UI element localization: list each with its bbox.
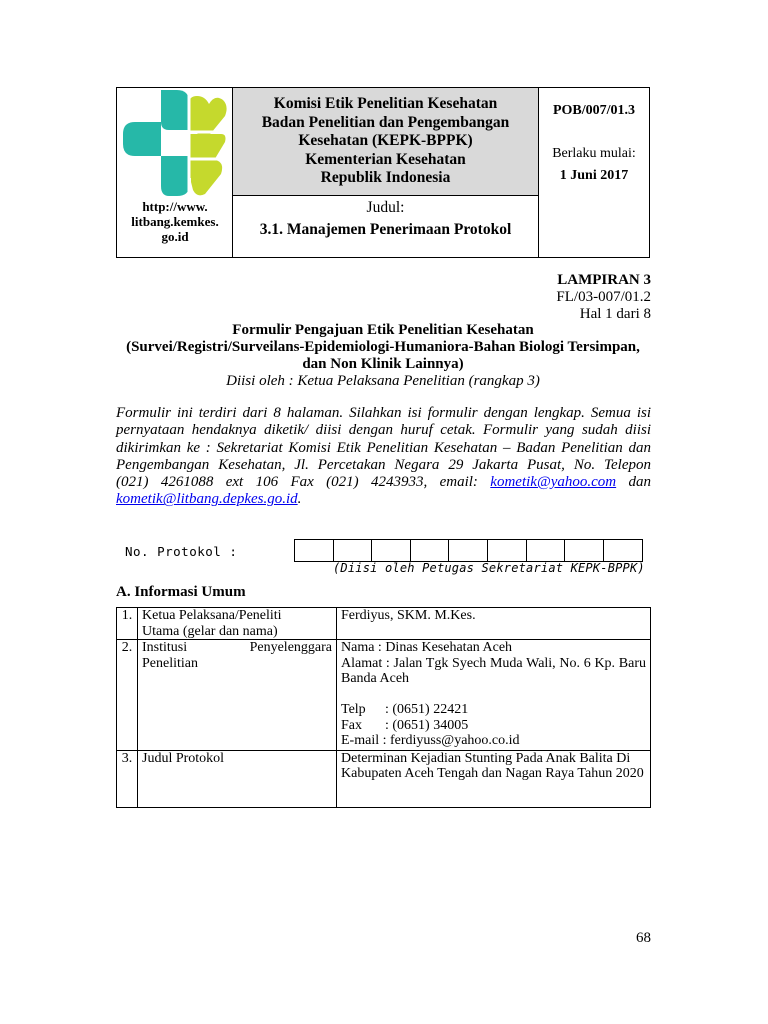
attachment-code: FL/03-007/01.2 — [556, 289, 651, 305]
protocol-digit-box[interactable] — [488, 540, 527, 561]
form-subtitle: Diisi oleh : Ketua Pelaksana Penelitian (rangkap 3) — [226, 373, 540, 389]
table-row — [117, 640, 651, 751]
protocol-digit-box[interactable] — [449, 540, 488, 561]
valid-from-label: Berlaku mulai: — [552, 146, 636, 161]
attachment-title: LAMPIRAN 3 — [557, 272, 651, 288]
table-row — [117, 750, 651, 807]
document-code: POB/007/01.3 — [552, 103, 636, 118]
institution-fax: Fax : (0651) 34005 — [341, 717, 469, 733]
general-info-table — [116, 607, 651, 808]
document-title-cell — [233, 196, 539, 257]
logo-lime-bottom — [191, 160, 222, 195]
logo-cell — [117, 88, 233, 257]
section-a-title: A. Informasi Umum — [116, 584, 246, 600]
protocol-digit-box[interactable] — [411, 540, 450, 561]
protocol-digit-box[interactable] — [372, 540, 411, 561]
protocol-digit-box[interactable] — [527, 540, 566, 561]
row-label: Judul Protokol — [138, 750, 337, 807]
row-number: 1. — [117, 608, 138, 640]
table-row — [117, 608, 651, 640]
form-title: Formulir Pengajuan Etik Penelitian Kesehatan (Survei/Registri/Surveilans-Epidemiologi-Humaniora-Bahan Biologi Tersimpan, dan Non Klinik Lainnya) Diisi oleh : Ketua Pelaksana Penelitian (rangkap 3) — [116, 322, 650, 390]
institution-name: Nama : Dinas Kesehatan Aceh — [341, 640, 513, 655]
judul-label: Judul: — [366, 199, 405, 216]
logo-teal-bottom — [161, 156, 189, 196]
protocol-digit-box[interactable] — [334, 540, 373, 561]
row-number: 2. — [117, 640, 138, 751]
logo-teal-left — [123, 122, 161, 156]
protocol-number-boxes[interactable] — [294, 539, 643, 562]
institution-address: Alamat : Jalan Tgk Syech Muda Wali, No. 6 Kp. Baru Banda Aceh — [341, 655, 646, 686]
row-value — [337, 640, 651, 751]
website-url: http://www. litbang.kemkes. go.id — [131, 199, 219, 244]
row-value: Determinan Kejadian Stunting Pada Anak Balita Di Kabupaten Aceh Tengah dan Nagan Raya Tahun 2020 — [337, 750, 651, 807]
row-label: Institusi Penyelenggara Penelitian — [138, 640, 337, 751]
attachment-info — [556, 272, 651, 323]
protocol-number-label: No. Protokol : — [125, 544, 238, 559]
institution-email: E-mail : ferdiyuss@yahoo.co.id — [341, 733, 520, 748]
protocol-number-note: (Diisi oleh Petugas Sekretariat KEPK-BPPK) — [333, 561, 645, 575]
protocol-digit-box[interactable] — [604, 540, 643, 561]
organization-name: Komisi Etik Penelitian Kesehatan Badan Penelitian dan Pengembangan Kesehatan (KEPK-BPPK) Kementerian Kesehatan Republik Indonesia — [233, 88, 539, 196]
email-link-litbang[interactable]: kometik@litbang.depkes.go.id — [116, 491, 298, 508]
institution-phone: Telp : (0651) 22421 — [341, 702, 469, 717]
kemenkes-logo-icon — [121, 90, 229, 196]
protocol-digit-box[interactable] — [565, 540, 604, 561]
document-meta-cell — [539, 88, 649, 257]
document-header — [116, 87, 650, 258]
judul-title: 3.1. Manajemen Penerimaan Protokol — [259, 221, 512, 238]
attachment-page: Hal 1 dari 8 — [579, 306, 651, 322]
row-number: 3. — [117, 750, 138, 807]
valid-from-date: 1 Juni 2017 — [559, 168, 629, 183]
intro-paragraph: Formulir ini terdiri dari 8 halaman. Silahkan isi formulir dengan lengkap. Semua isi pernyataan hendaknya diketik/ diisi dengan huruf cetak. Formulir yang sudah diisi dikirimkan ke : Sekretariat Komisi Etik Penelitian Kesehatan – Badan Penelitian dan Pengembangan Kesehatan, Jl. Percetakan Negara 29 Jakarta Pusat, No. Telepon (021) 4261088 ext 106 Fax (021) 4243933, email: kometik@yahoo.com dan kometik@litbang.depkes.go.id. — [116, 405, 652, 508]
page-number: 68 — [636, 930, 651, 946]
row-value: Ferdiyus, SKM. M.Kes. — [337, 608, 651, 640]
logo-teal-top — [161, 90, 189, 130]
email-link-yahoo[interactable]: kometik@yahoo.com — [490, 474, 617, 491]
row-label: Ketua Pelaksana/Peneliti Utama (gelar dan nama) — [138, 608, 337, 640]
protocol-digit-box[interactable] — [295, 540, 334, 561]
